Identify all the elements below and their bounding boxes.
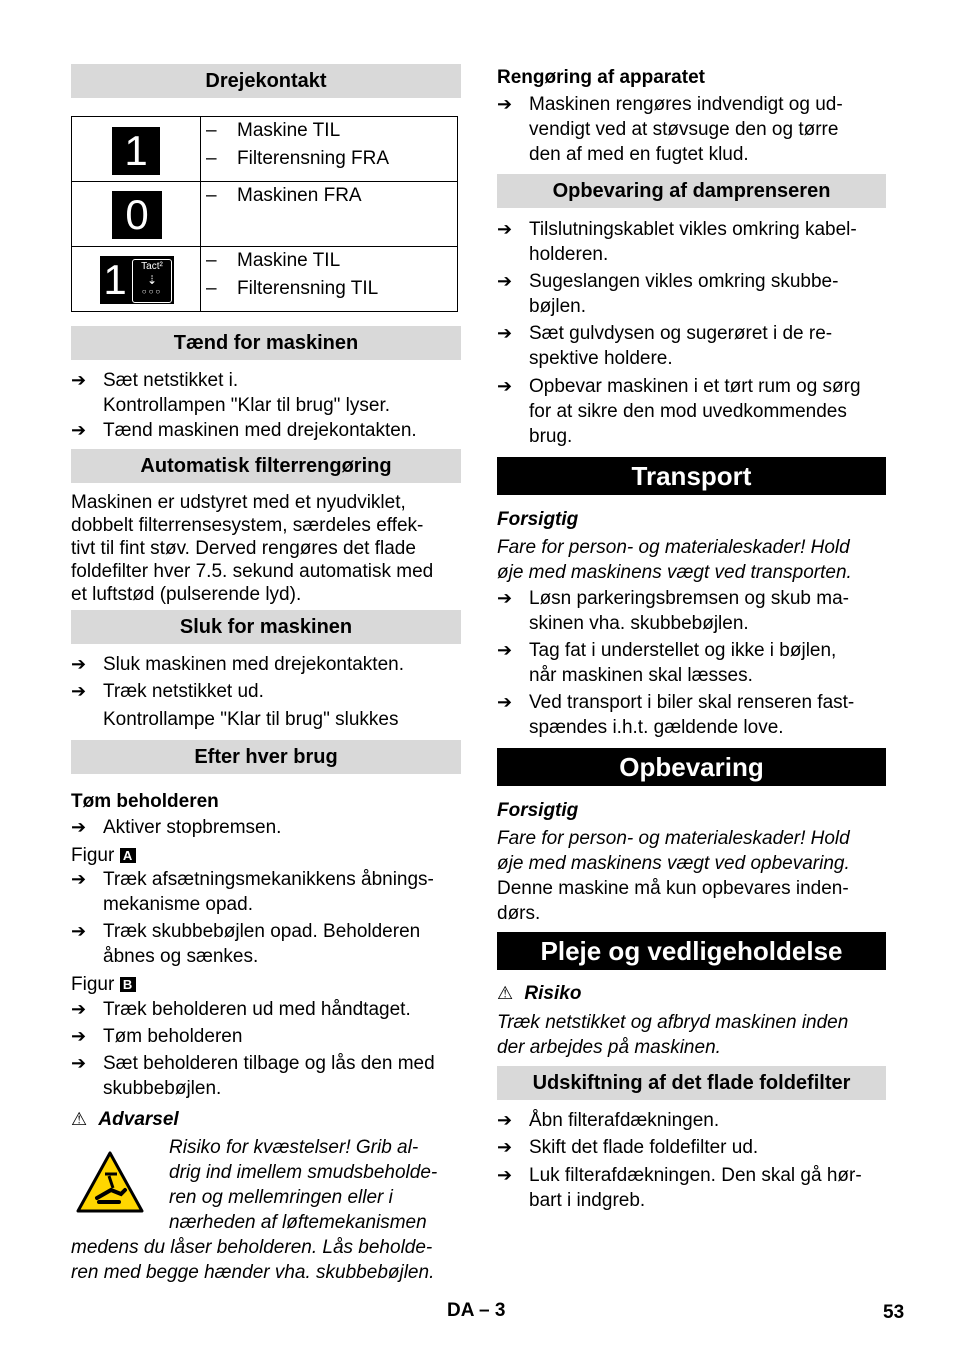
opbevaring-text: Denne maskine må kun opbevares inden- dørs. [497, 878, 849, 924]
heading-udskift: Udskiftning af det flade foldefilter [497, 1066, 886, 1100]
bullet: ➔ Tag fat i understellet og ikke i bøjlen, når maskinen skal læsses. [497, 640, 837, 686]
bullet: ➔ Sæt netstikket i. Kontrollampen "Klar til brug" lyser. [71, 370, 391, 416]
heading-opbevaring: Opbevaring [497, 748, 886, 786]
bullet: ➔ Træk netstikket ud. [71, 681, 264, 702]
arrow-icon: ➔ [497, 1165, 513, 1185]
arrow-icon: ➔ [497, 323, 513, 343]
pleje-text: Træk netstikket og afbryd maskinen inden der arbejdes på maskinen. [497, 1012, 849, 1058]
arrow-icon: ➔ [497, 692, 513, 712]
advarsel-heading: ⚠ Advarsel [71, 1109, 179, 1130]
bullet: ➔ Tænd maskinen med drejekontakten. [71, 420, 417, 441]
bullet: ➔ Ved transport i biler skal renseren fast- spændes i.h.t. gældende love. [497, 692, 855, 738]
arrow-icon: ➔ [71, 420, 87, 440]
figure-ref-a: Figur A [71, 843, 136, 868]
arrow-icon: ➔ [71, 921, 87, 941]
arrow-icon: ➔ [497, 1137, 513, 1157]
arrow-icon: ➔ [71, 370, 87, 390]
heading-opbev-damp: Opbevaring af damprenseren [497, 174, 886, 208]
bullet: ➔ Løsn parkeringsbremsen og skub ma- skinen vha. skubbebøjlen. [497, 588, 849, 634]
warning-triangle-icon: ⚠ [71, 1109, 88, 1129]
heading-drejekontakt: Drejekontakt [71, 64, 461, 98]
bullet: ➔ Åbn filterafdækningen. [497, 1110, 720, 1131]
switch-item: Filterensning TIL [237, 278, 379, 299]
dots-icon: ○○○ [141, 287, 163, 296]
footer-section-label: DA – 3 [447, 1300, 506, 1321]
figure-ref-b: Figur B [71, 972, 136, 997]
risk-heading: ⚠ Risiko [497, 983, 582, 1004]
advarsel-text-short: Risiko for kvæstelser! Grib al- drig ind imellem smudsbeholde- ren og mellemringen eller i nærheden af løftemekanismen [169, 1137, 438, 1233]
subheading-tom: Tøm beholderen [71, 791, 219, 812]
heading-taend: Tænd for maskinen [71, 326, 461, 360]
bullet: ➔ Sæt beholderen tilbage og lås den med skubbebøjlen. [71, 1053, 435, 1099]
switch-item: Filterensning FRA [237, 148, 390, 169]
arrow-icon: ➔ [497, 271, 513, 291]
switch-table [71, 116, 458, 312]
switch-symbol-tact: 1 Tact² ⇣ ○○○ [100, 256, 174, 304]
arrow-icon: ➔ [497, 219, 513, 239]
bullet: ➔ Aktiver stopbremsen. [71, 817, 282, 838]
switch-row-1: 1 – Maskine TIL – Filterensning FRA [72, 117, 458, 182]
arrow-icon: ➔ [71, 869, 87, 889]
bullet: ➔ Træk skubbebøjlen opad. Beholderen åbnes og sænkes. [71, 921, 421, 967]
heading-sluk: Sluk for maskinen [71, 610, 461, 644]
subheading-rengoring: Rengøring af apparatet [497, 67, 705, 88]
arrow-icon: ➔ [71, 1053, 87, 1073]
switch-item: Maskine TIL [237, 250, 341, 271]
arrow-icon: ➔ [497, 1110, 513, 1130]
tact-label: Tact² [141, 261, 163, 272]
arrow-icon: ➔ [497, 376, 513, 396]
bullet: ➔ Tøm beholderen [71, 1026, 243, 1047]
figure-letter-a: A [120, 848, 136, 863]
caution-label: Forsigtig [497, 509, 579, 530]
heading-efter: Efter hver brug [71, 740, 461, 774]
bullet: ➔ Sluk maskinen med drejekontakten. [71, 654, 404, 675]
heading-pleje: Pleje og vedligeholdelse [497, 932, 886, 970]
switch-symbol-off: 0 [112, 191, 162, 239]
switch-symbol-on: 1 [112, 127, 160, 175]
switch-row-0: 0 – Maskinen FRA [72, 182, 458, 247]
arrow-icon: ➔ [497, 640, 513, 660]
arrow-icon: ➔ [71, 817, 87, 837]
arrow-icon: ➔ [497, 94, 513, 114]
bullet: ➔ Skift det flade foldefilter ud. [497, 1137, 759, 1158]
down-arrow-icon: ⇣ [146, 273, 158, 287]
bullet: ➔ Opbevar maskinen i et tørt rum og sørg for at sikre den mod uvedkommendes brug. [497, 376, 861, 447]
arrow-icon: ➔ [71, 654, 87, 674]
figure-letter-b: B [120, 977, 136, 992]
arrow-icon: ➔ [497, 588, 513, 608]
bullet: ➔ Træk afsætningsmekanikkens åbnings- mekanisme opad. [71, 869, 434, 915]
switch-row-tact: 1 Tact² ⇣ ○○○ – Maskine TIL – Filterensning TIL [72, 247, 458, 312]
arrow-icon: ➔ [71, 999, 87, 1019]
arrow-icon: ➔ [71, 1026, 87, 1046]
bullet: ➔ Tilslutningskablet vikles omkring kabel- holderen. [497, 219, 857, 265]
advarsel-text-full: medens du låser beholderen. Lås beholde- ren med begge hænder vha. skubbebøjlen. [71, 1237, 435, 1283]
bullet: ➔ Sugeslangen vikles omkring skubbe- bøjlen. [497, 271, 839, 317]
sluk-note: Kontrollampe "Klar til brug" slukkes [103, 709, 399, 730]
switch-item: Maskinen FRA [237, 185, 362, 206]
bullet: ➔ Luk filterafdækningen. Den skal gå hør- bart i indgreb. [497, 1165, 862, 1211]
bullet: ➔ Træk beholderen ud med håndtaget. [71, 999, 411, 1020]
caution-label: Forsigtig [497, 800, 579, 821]
switch-item: Maskine TIL [237, 120, 341, 141]
heading-auto: Automatisk filterrengøring [71, 449, 461, 483]
page-number: 53 [883, 1302, 905, 1323]
hand-crush-hazard-icon [75, 1150, 145, 1214]
bullet: ➔ Maskinen rengøres indvendigt og ud- vendigt ved at støvsuge den og tørre den af med en fugtet klud. [497, 94, 843, 165]
transport-caution-text: Fare for person- og materialeskader! Hold øje med maskinens vægt ved transporten. [497, 537, 852, 583]
arrow-icon: ➔ [71, 681, 87, 701]
heading-transport: Transport [497, 457, 886, 495]
warning-triangle-icon: ⚠ [497, 983, 514, 1003]
opbevaring-caution-text: Fare for person- og materialeskader! Hold øje med maskinens vægt ved opbevaring. [497, 828, 850, 874]
bullet: ➔ Sæt gulvdysen og sugerøret i de re- spektive holdere. [497, 323, 833, 369]
auto-paragraph: Maskinen er udstyret med et nyudviklet, dobbelt filterrensesystem, særdeles effek- tivt til fint støv. Derved rengøres det flade foldefilter hver 7.5. sekund automatisk med et luftstød (pulserende lyd). [71, 492, 434, 605]
